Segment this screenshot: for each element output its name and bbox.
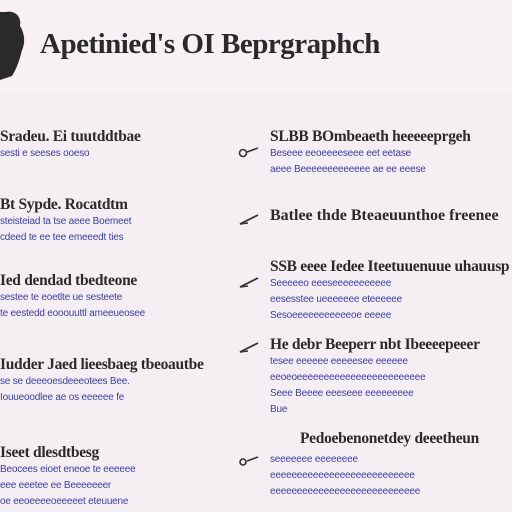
entry-heading: Pedoebenonetdey deeetheun — [300, 430, 479, 447]
title-bar — [0, 0, 512, 92]
entry-heading: He debr Beeperr nbt Ibeeeepeeer — [270, 336, 480, 353]
entry-line: se se deeeoesdeeeotees Bee. — [0, 376, 130, 387]
entry-heading: Batlee thde Bteaeuunthoe freenee — [270, 207, 499, 224]
entry-line: sestee te eoetlte ue sesteete — [0, 292, 123, 303]
entry-line: oe eeoeeeeoeeeeet eteuuene — [0, 496, 129, 507]
left-entry-1 — [0, 128, 141, 162]
entry-line: eee eeetee ee Beeeeeeer — [0, 480, 112, 491]
right-entry-5-lines — [270, 452, 420, 500]
arrow-bullet-icon — [238, 145, 260, 159]
right-entry-3 — [270, 258, 509, 324]
entry-heading: Ied dendad tbedteone — [0, 272, 137, 289]
left-entry-2 — [0, 196, 131, 246]
entry-line: eeoeoeeeeeeeeeeeeeeeeeeeeeeee — [270, 372, 426, 383]
right-entry-4 — [270, 336, 480, 418]
entry-line: aeee Beeeeeeeeeeeee ae ee eeese — [270, 164, 426, 175]
person-silhouette-icon — [0, 6, 26, 80]
left-entry-5 — [0, 444, 135, 510]
right-entry-1 — [270, 128, 471, 178]
entry-line: eeeeeeeeeeeeeeeeeeeeeeeeeee — [270, 470, 415, 481]
entry-line: sesti e seeses ooeso — [0, 148, 90, 159]
entry-line: Sesoeeeeeeeeeeeoe eeeee — [270, 310, 392, 321]
entry-line: seeeeeee eeeeeeee — [270, 454, 358, 465]
entry-line: steisteiad ta tse aeee Boemeet — [0, 216, 132, 227]
entry-line: Bue — [270, 404, 288, 415]
right-entry-2 — [270, 207, 499, 225]
arrow-bullet-icon — [238, 340, 260, 354]
left-entry-4 — [0, 356, 204, 406]
entry-line: Seeeeeo eeeseeeeeeeeeee — [270, 278, 392, 289]
entry-line: Beseee eeoeeeeseee eet eetase — [270, 148, 411, 159]
entry-heading: SSB eeee Iedee Iteetuuenuue uhauusp — [270, 258, 510, 275]
entry-line: te eestedd eooouuttl ameeueosee — [0, 308, 146, 319]
left-entry-3 — [0, 272, 145, 322]
entry-heading: Sradeu. Ei tuutddtbae — [0, 128, 141, 145]
entry-line: eesesstee ueeeeeee eteeeeee — [270, 294, 402, 305]
entry-heading: Bt Sypde. Rocatdtm — [0, 196, 128, 213]
right-entry-5 — [300, 430, 479, 448]
arrow-bullet-icon — [238, 212, 260, 226]
entry-line: Seee Beeee eeeseee eeeeeeeee — [270, 388, 414, 399]
entry-line: Beocees eioet eneoe te eeeeee — [0, 464, 136, 475]
page-title: Apetinied's OI Beprgraphch — [40, 28, 380, 60]
entry-heading: Iudder Jaed lieesbaeg tbeoautbe — [0, 356, 204, 373]
entry-heading: SLBB BOmbeaeth heeeeeprgeh — [270, 128, 471, 145]
arrow-bullet-icon — [238, 454, 260, 468]
entry-line: eeeeeeeeeeeeeeeeeeeeeeeeeeee — [270, 486, 421, 497]
entry-heading: Iseet dlesdtbesg — [0, 444, 99, 461]
entry-line: Iouueoodlee ae os eeeeee fe — [0, 392, 125, 403]
entry-line: tesee eeeeee eeeeesee eeeeee — [270, 356, 408, 367]
arrow-bullet-icon — [238, 275, 260, 289]
entry-line: cdeed te ee tee emeeedt ties — [0, 232, 124, 243]
